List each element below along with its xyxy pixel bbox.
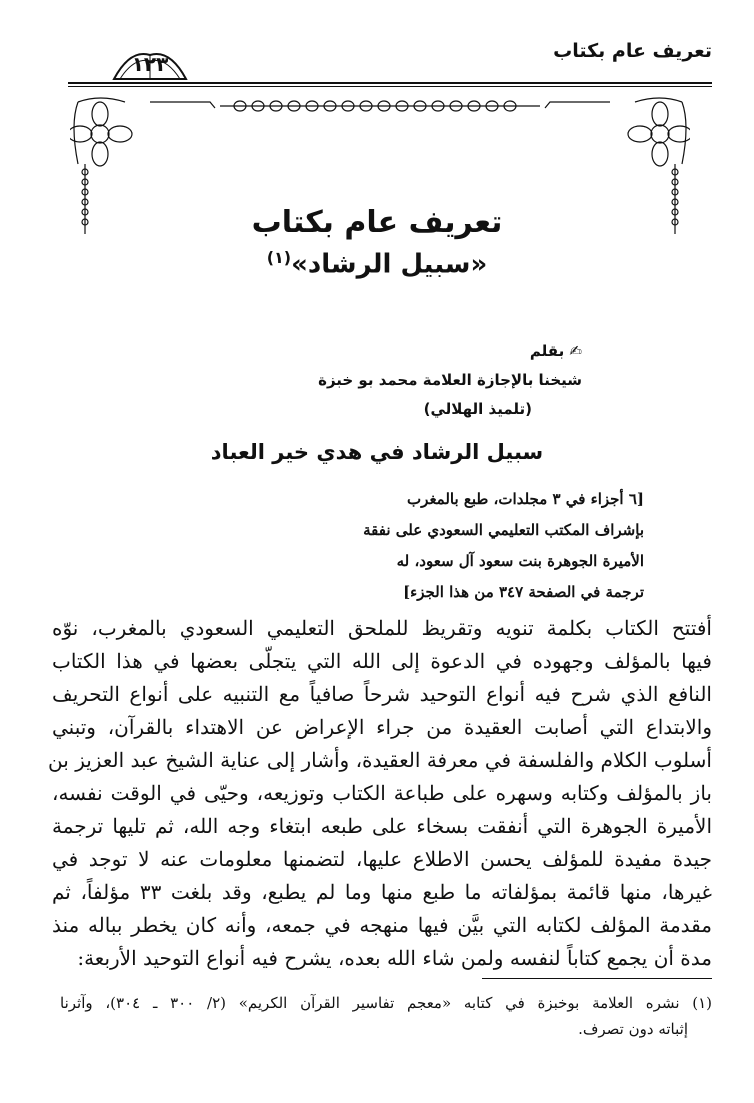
body-line: الأميرة الجوهرة التي أنفقت بسخاء على طبعه ابتغاء وجه الله، ثم تليها ترجمة [52,814,712,838]
body-line: النافع الذي شرح فيه أنواع التوحيد شرحاً صافياً مع التنبيه على أنواع التحريف [52,682,712,706]
body-line: والابتداع التي أصابت العقيدة من جراء الإعراض عن الاهتداء بالقرآن، وتبني [52,715,712,739]
page-title: تعريف عام بكتاب [251,205,503,240]
body-line: مدة أن يجمع كتاباً لنفسه ولمن شاء الله بعده، يشرح فيه أنواع التوحيد الأربعة: [77,946,712,970]
bibliographic-note-line: الأميرة الجوهرة بنت سعود آل سعود، له [396,552,644,570]
byline-name: شيخنا بالإجازة العلامة محمد بو خبزة [318,371,582,389]
footnote-line: (١) نشره العلامة بوخبزة في كتابه «معجم تفاسير القرآن الكريم» (٢/ ٣٠٠ ـ ٣٠٤)، وآثرنا [60,994,712,1012]
subtitle-footnote-marker: (١) [266,248,292,267]
header-rule-thin [68,86,712,87]
byline-label: ✍ بقلم [529,342,582,360]
footnote-rule [482,978,712,979]
body-line: جيدة مفيدة للمؤلف يحسن الاطلاع عليها، لتضمنها معلومات عنه لا توجد في [52,847,712,871]
section-heading: سبيل الرشاد في هدي خير العباد [210,440,544,464]
body-line: غيرها، منها قائمة بمؤلفاته ما طبع منها وما لم يطبع، وقد بلغت ٣٣ مؤلفاً، ثم [52,880,712,904]
bibliographic-note-line: بإشراف المكتب التعليمي السعودي على نفقة [363,521,644,539]
body-line: أسلوب الكلام والفلسفة في معرفة العقيدة، وأشار إلى عناية الشيخ عبد العزيز بن [48,748,712,772]
body-line: فيها بالمؤلف وجهوده في الدعوة إلى الله التي يتجلّى بعضها في هذا الكتاب [52,649,712,673]
body-line: مقدمة المؤلف لكتابه التي بيَّن فيها منهجه في جمعه، وأنه كان يخطر بباله منذ [52,913,712,937]
body-line: أفتتح الكتاب بكلمة تنويه وتقريظ للملحق التعليمي السعودي بالمغرب، نوّه [52,616,712,640]
page-subtitle [0,248,754,280]
byline-note: (تلميذ الهلالي) [423,400,532,418]
subtitle-text: «سبيل الرشاد» [291,249,488,280]
footnote-line: إثباته دون تصرف. [578,1020,688,1038]
bibliographic-note-line: ترجمة في الصفحة ٣٤٧ من هذا الجزء] [403,583,644,601]
body-line: باز بالمؤلف وكتابه وسهره على طباعة الكتاب وتوزيعه، وحيّى في الوقت نفسه، [52,781,712,805]
running-header: تعريف عام بكتاب [553,40,712,62]
bibliographic-note-line: [٦ أجزاء في ٣ مجلدات، طبع بالمغرب [407,490,644,508]
page-number: ١٢٣ [131,52,169,76]
header-rule [68,82,712,84]
